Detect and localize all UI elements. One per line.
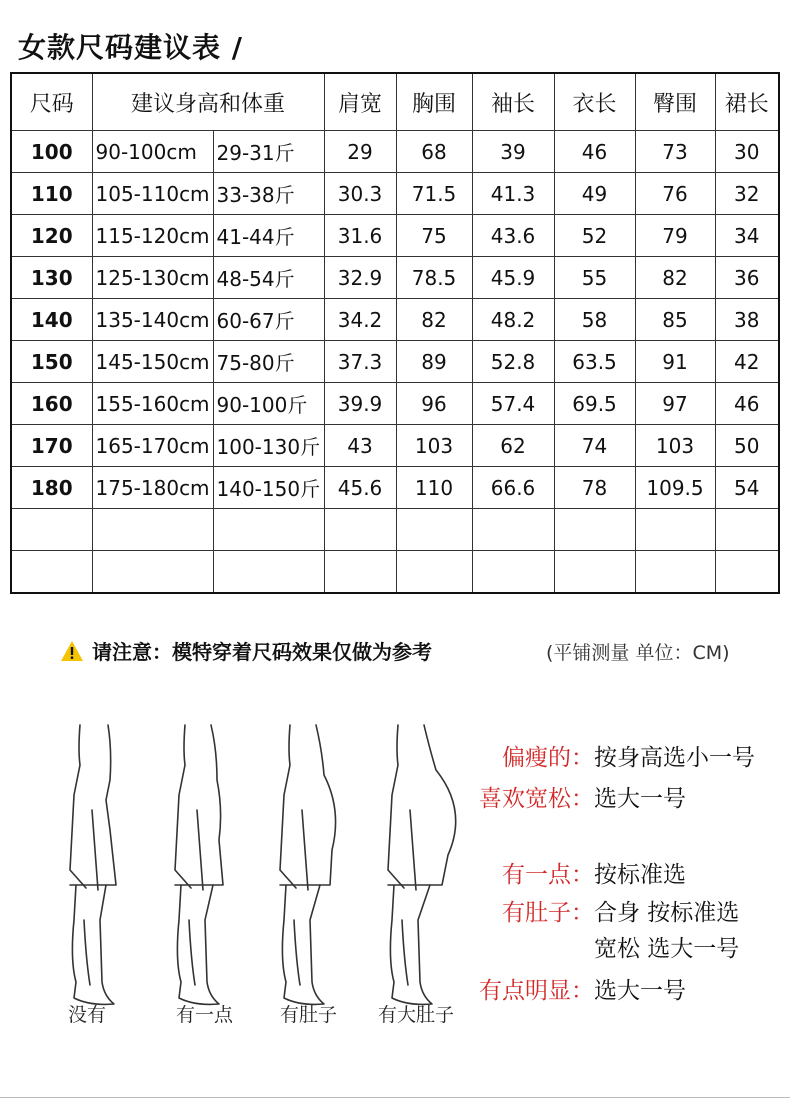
cell-shoulder: 30.3 (324, 173, 396, 215)
cell-shoulder (324, 509, 396, 551)
table-row (11, 299, 779, 341)
cell-skirt-length: 42 (715, 341, 779, 383)
cell-hip: 103 (635, 425, 715, 467)
cell-sleeve: 39 (472, 131, 554, 173)
cell-skirt-length: 30 (715, 131, 779, 173)
cell-sleeve: 57.4 (472, 383, 554, 425)
tip-belly-value-2: 宽松 选大一号 (594, 936, 740, 962)
cell-chest: 82 (396, 299, 472, 341)
cell-height: 125-130cm (92, 257, 213, 299)
cell-sleeve: 48.2 (472, 299, 554, 341)
cell-sleeve: 45.9 (472, 257, 554, 299)
cell-weight: 41-44斤 (213, 215, 324, 257)
cell-size: 120 (11, 215, 92, 257)
figure-label-none: 没有 (68, 1004, 107, 1026)
cell-shoulder: 34.2 (324, 299, 396, 341)
cell-shoulder: 31.6 (324, 215, 396, 257)
tip-belly (470, 900, 739, 926)
cell-hip: 91 (635, 341, 715, 383)
header-sleeve: 袖长 (472, 73, 554, 131)
tip-thin-value: 按身高选小一号 (594, 745, 755, 771)
cell-height: 155-160cm (92, 383, 213, 425)
tip-belly-key: 有肚子： (502, 900, 594, 926)
cell-height (92, 551, 213, 594)
cell-length: 58 (554, 299, 635, 341)
cell-weight: 100-130斤 (213, 425, 324, 467)
cell-weight (213, 551, 324, 594)
cell-hip: 85 (635, 299, 715, 341)
cell-height: 145-150cm (92, 341, 213, 383)
tip-obvious-value: 选大一号 (594, 978, 686, 1004)
table-row (11, 425, 779, 467)
cell-hip (635, 509, 715, 551)
cell-skirt-length: 32 (715, 173, 779, 215)
cell-weight (213, 509, 324, 551)
figure-label-belly: 有肚子 (280, 1004, 338, 1026)
cell-hip: 73 (635, 131, 715, 173)
cell-sleeve: 62 (472, 425, 554, 467)
tip-loose (470, 786, 686, 812)
figure-belly (280, 725, 336, 1004)
cell-shoulder: 45.6 (324, 467, 396, 509)
cell-weight: 60-67斤 (213, 299, 324, 341)
cell-length: 49 (554, 173, 635, 215)
cell-sleeve: 52.8 (472, 341, 554, 383)
tip-little (470, 862, 686, 888)
table-row (11, 383, 779, 425)
cell-size (11, 551, 92, 594)
cell-size: 100 (11, 131, 92, 173)
table-row (11, 341, 779, 383)
cell-length: 52 (554, 215, 635, 257)
table-row (11, 257, 779, 299)
cell-sleeve: 43.6 (472, 215, 554, 257)
figure-big-belly (388, 725, 456, 1004)
cell-shoulder: 32.9 (324, 257, 396, 299)
cell-chest: 68 (396, 131, 472, 173)
cell-weight: 29-31斤 (213, 131, 324, 173)
cell-hip: 76 (635, 173, 715, 215)
tip-obvious-key: 有点明显： (479, 978, 594, 1004)
unit-note: (平铺测量 单位：CM) (546, 642, 730, 664)
table-row (11, 509, 779, 551)
cell-shoulder: 43 (324, 425, 396, 467)
cell-length: 46 (554, 131, 635, 173)
cell-shoulder: 29 (324, 131, 396, 173)
cell-hip: 97 (635, 383, 715, 425)
cell-skirt-length: 46 (715, 383, 779, 425)
cell-chest: 71.5 (396, 173, 472, 215)
cell-chest: 89 (396, 341, 472, 383)
cell-chest: 78.5 (396, 257, 472, 299)
cell-size: 150 (11, 341, 92, 383)
size-chart-table (10, 72, 780, 594)
cell-weight: 33-38斤 (213, 173, 324, 215)
tip-obvious (470, 978, 686, 1004)
tip-loose-key: 喜欢宽松： (479, 786, 594, 812)
cell-size (11, 509, 92, 551)
notice-text: 请注意：模特穿着尺码效果仅做为参考 (92, 640, 432, 664)
cell-shoulder (324, 551, 396, 594)
table-row (11, 215, 779, 257)
body-shape-illustration (40, 720, 470, 1030)
cell-size: 140 (11, 299, 92, 341)
cell-size: 130 (11, 257, 92, 299)
cell-skirt-length: 38 (715, 299, 779, 341)
header-height-weight: 建议身高和体重 (92, 73, 324, 131)
cell-chest: 75 (396, 215, 472, 257)
notice (60, 636, 432, 665)
cell-length (554, 509, 635, 551)
header-chest: 胸围 (396, 73, 472, 131)
cell-weight: 140-150斤 (213, 467, 324, 509)
page-title: 女款尺码建议表 / (18, 31, 243, 64)
cell-shoulder: 37.3 (324, 341, 396, 383)
cell-size: 110 (11, 173, 92, 215)
cell-weight: 75-80斤 (213, 341, 324, 383)
table-body (11, 131, 779, 594)
cell-height: 175-180cm (92, 467, 213, 509)
tip-little-value: 按标准选 (594, 862, 686, 888)
table-row (11, 173, 779, 215)
tip-thin (470, 745, 755, 771)
cell-skirt-length: 34 (715, 215, 779, 257)
header-shoulder: 肩宽 (324, 73, 396, 131)
figure-no-belly (70, 725, 116, 1004)
table-row (11, 551, 779, 594)
warning-icon (60, 640, 84, 662)
cell-shoulder: 39.9 (324, 383, 396, 425)
tip-little-key: 有一点： (502, 862, 594, 888)
cell-size: 180 (11, 467, 92, 509)
cell-skirt-length (715, 509, 779, 551)
table-row (11, 131, 779, 173)
cell-chest: 103 (396, 425, 472, 467)
cell-hip (635, 551, 715, 594)
cell-hip: 109.5 (635, 467, 715, 509)
cell-skirt-length: 50 (715, 425, 779, 467)
cell-chest (396, 551, 472, 594)
cell-weight: 48-54斤 (213, 257, 324, 299)
cell-sleeve: 66.6 (472, 467, 554, 509)
cell-length: 74 (554, 425, 635, 467)
figure-little-belly (175, 725, 223, 1004)
figure-label-big-belly: 有大肚子 (378, 1004, 455, 1026)
tip-loose-value: 选大一号 (594, 786, 686, 812)
cell-height: 135-140cm (92, 299, 213, 341)
figure-label-little: 有一点 (176, 1004, 234, 1026)
cell-height: 105-110cm (92, 173, 213, 215)
cell-sleeve: 41.3 (472, 173, 554, 215)
cell-length: 55 (554, 257, 635, 299)
table-header-row (11, 73, 779, 131)
cell-length (554, 551, 635, 594)
tip-belly-second (594, 936, 739, 962)
cell-length: 63.5 (554, 341, 635, 383)
cell-sleeve (472, 509, 554, 551)
cell-height: 115-120cm (92, 215, 213, 257)
cell-length: 69.5 (554, 383, 635, 425)
cell-size: 160 (11, 383, 92, 425)
cell-size: 170 (11, 425, 92, 467)
bottom-divider (0, 1097, 790, 1098)
header-size: 尺码 (11, 73, 92, 131)
header-skirt-length: 裙长 (715, 73, 779, 131)
cell-height: 165-170cm (92, 425, 213, 467)
cell-chest: 96 (396, 383, 472, 425)
cell-hip: 79 (635, 215, 715, 257)
cell-length: 78 (554, 467, 635, 509)
cell-height (92, 509, 213, 551)
cell-skirt-length: 36 (715, 257, 779, 299)
cell-sleeve (472, 551, 554, 594)
cell-height: 90-100cm (92, 131, 213, 173)
cell-chest (396, 509, 472, 551)
cell-weight: 90-100斤 (213, 383, 324, 425)
cell-skirt-length (715, 551, 779, 594)
cell-hip: 82 (635, 257, 715, 299)
cell-skirt-length: 54 (715, 467, 779, 509)
header-length: 衣长 (554, 73, 635, 131)
table-row (11, 467, 779, 509)
tip-belly-value-1: 合身 按标准选 (594, 900, 740, 926)
cell-chest: 110 (396, 467, 472, 509)
tip-thin-key: 偏瘦的： (502, 745, 594, 771)
header-hip: 臀围 (635, 73, 715, 131)
